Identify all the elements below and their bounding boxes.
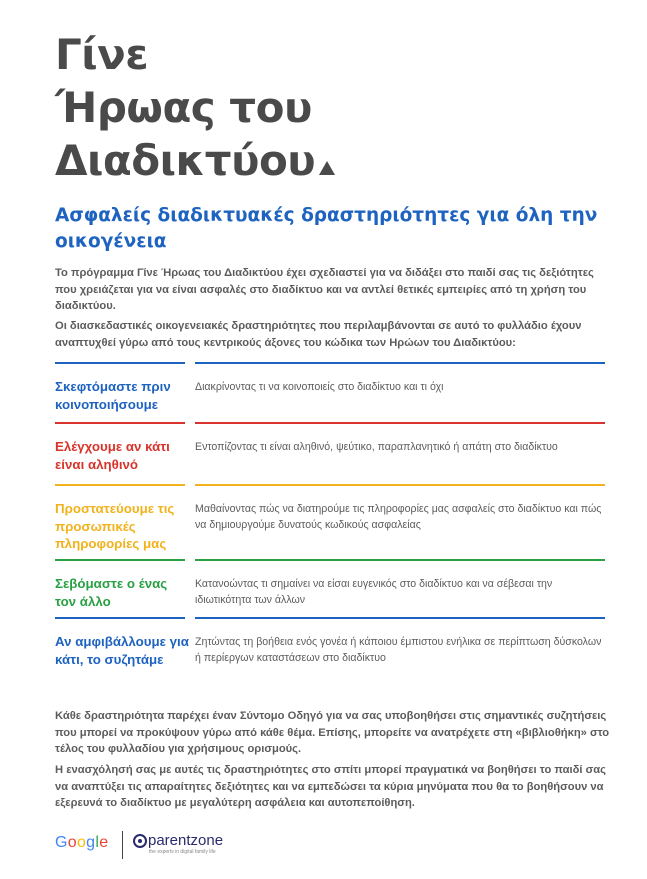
hero-title-line-3-text: Διαδικτύου	[55, 136, 316, 185]
row-divider-left	[55, 422, 185, 424]
parentzone-mark-icon	[133, 834, 147, 848]
row-divider-left	[55, 484, 185, 486]
code-label: Σκεφτόμαστε πριν κοινοποιήσουμε	[55, 379, 171, 412]
parentzone-wordmark: parentzone	[148, 832, 224, 849]
code-label: Ελέγχουμε αν κάτι είναι αληθινό	[55, 439, 170, 472]
code-description: Ζητώντας τη βοήθεια ενός γονέα ή κάποιου έμπιστου ενήλικα σε περίπτωση δύσκολων ή περίεργων καταστάσεων στο διαδίκτυο	[195, 636, 602, 664]
parentzone-logo	[133, 832, 253, 860]
code-description: Κατανοώντας τι σημαίνει να είσαι ευγενικός στο διαδίκτυο και να σέβεσαι την ιδιωτικότητα των άλλων	[195, 578, 553, 606]
intro-paragraph-2: Οι διασκεδαστικές οικογενειακές δραστηριότητες που περιλαμβάνονται σε αυτό το φυλλάδιο έχουν αναπτυχθεί γύρω από τους κεντρικούς άξονες του κώδικα των Ηρώων του Διαδικτύου:	[55, 320, 582, 349]
code-description: Μαθαίνοντας πώς να διατηρούμε τις πληροφορίες μας ασφαλείς στο διαδίκτυο και πώς να δημιουργούμε δυνατούς κωδικούς ασφαλείας	[195, 503, 602, 531]
footer-logos	[55, 828, 305, 862]
row-divider-right	[195, 484, 605, 486]
row-divider-right	[195, 422, 605, 424]
hero-title-line-2: Ήρωας του	[55, 83, 312, 132]
hero-title-line-1: Γίνε	[55, 30, 149, 79]
row-divider-right	[195, 617, 605, 619]
row-divider-right	[195, 362, 605, 364]
logo-divider	[122, 831, 123, 859]
google-logo	[55, 834, 108, 852]
google-logo-letter: l	[95, 834, 100, 851]
code-label: Προστατεύουμε τις προσωπικές πληροφορίες μας	[55, 501, 175, 551]
hero-title-line-3	[55, 134, 335, 187]
hero-title	[55, 28, 335, 187]
google-logo-letter: o	[67, 834, 77, 851]
intro-paragraph-1: Το πρόγραμμα Γίνε Ήρωας του Διαδικτύου έχει σχεδιαστεί για να διδάξει στο παιδί σας τις δεξιότητες που χρειάζεται για να είναι ασφαλές στο διαδίκτυο και να αντλεί θετικές εμπειρίες από τη χρήση του διαδικτύου.	[55, 267, 594, 312]
code-description: Διακρίνοντας τι να κοινοποιείς στο διαδίκτυο και τι όχι	[195, 381, 444, 393]
subtitle: Ασφαλείς διαδικτυακές δραστηριότητες για όλη την οικογένεια	[55, 205, 598, 252]
google-logo-letter: o	[76, 834, 87, 851]
google-logo-letter: g	[86, 834, 96, 851]
code-label: Αν αμφιβάλλουμε για κάτι, το συζητάμε	[55, 634, 189, 667]
outro-paragraph-2: Η ενασχόλησή σας με αυτές τις δραστηριότητες στο σπίτι μπορεί πραγματικά να βοηθήσει το παιδί σας να αναπτύξει τις απαραίτητες δεξιότητες και να εμπεδώσει τα κύρια μηνύματα που θα το βοηθήσουν να εξερευνά το διαδίκτυο με μεγαλύτερη ασφάλεια και αυτοπεποίθηση.	[55, 764, 606, 809]
triangle-icon	[319, 161, 335, 175]
row-divider-right	[195, 559, 605, 561]
google-logo-letter: e	[99, 834, 109, 851]
google-logo-letter: G	[55, 834, 68, 851]
parentzone-tagline: the experts in digital family life	[149, 849, 216, 855]
code-label: Σεβόμαστε ο ένας τον άλλο	[55, 576, 168, 609]
code-description: Εντοπίζοντας τι είναι αληθινό, ψεύτικο, παραπλανητικό ή απάτη στο διαδίκτυο	[195, 441, 558, 453]
outro-paragraph-1: Κάθε δραστηριότητα παρέχει έναν Σύντομο Οδηγό για να σας υποβοηθήσει στις σημαντικές συζητήσεις που μπορεί να προκύψουν γύρω από κάθε θέμα. Επίσης, μπορείτε να ανατρέχετε στη «βιβλιοθήκη» στο τέλος του φυλλαδίου για χρήσιμους ορισμούς.	[55, 710, 610, 755]
row-divider-left	[55, 617, 185, 619]
row-divider-left	[55, 362, 185, 364]
row-divider-left	[55, 559, 185, 561]
